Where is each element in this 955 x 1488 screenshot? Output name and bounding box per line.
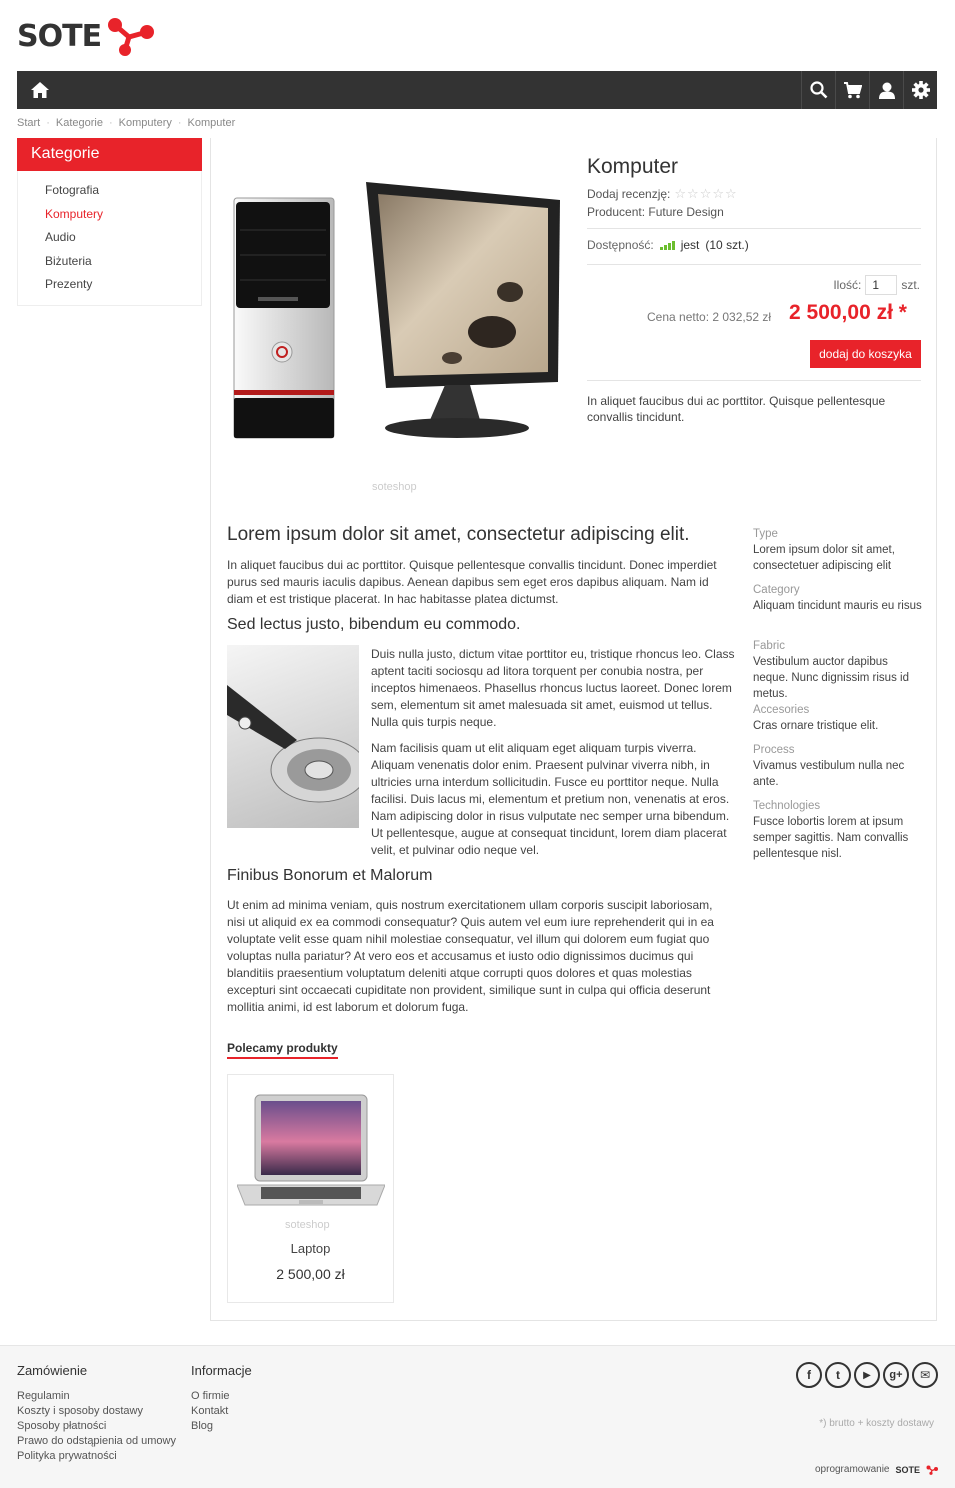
footer [0,1345,955,1488]
hard-drive-illustration [227,645,359,828]
cart-button[interactable] [835,71,869,109]
laptop-image[interactable] [237,1093,385,1211]
recommended-product-name[interactable]: Laptop [290,1241,331,1256]
spec-value: Fusce lobortis lorem at ipsum semper sagittis. Nam convallis pellentesque nisl. [753,816,909,860]
recommended-product-card[interactable] [227,1074,394,1303]
footer-link[interactable]: O firmie [191,1390,230,1402]
breadcrumb-separator: · [46,117,50,129]
rating-stars[interactable]: ☆☆☆☆☆ [674,186,738,201]
spec-key: Type [753,528,778,540]
breadcrumb-start[interactable]: Start [17,117,41,129]
spec-category [753,582,923,614]
sidebar-item-prezenty[interactable]: Prezenty [45,277,93,291]
netto-price: Cena netto: 2 032,52 zł [647,310,772,324]
spec-accesories [753,702,923,734]
breadcrumb-separator: · [177,117,182,129]
availability-bars-icon [660,241,675,250]
spec-value: Vestibulum auctor dapibus neque. Nunc dignissim risus id metus. [753,656,909,700]
settings-button[interactable] [903,71,937,109]
breadcrumb [17,117,235,129]
image-watermark: soteshop [372,481,417,493]
spec-value: Lorem ipsum dolor sit amet, consectetuer adipiscing elit [753,544,895,572]
footer-link[interactable]: Koszty i sposoby dostawy [17,1405,143,1417]
availability-label: Dostępność: [587,238,654,252]
availability-value: jest [680,238,700,252]
spec-process [753,742,923,790]
description-paragraph-4: Ut enim ad minima veniam, quis nostrum exercitationem ullam corporis suscipit laboriosam, nisi ut aliquid ex ea commodi consequatur? Quis autem vel eum iure reprehenderit qui in ea voluptate velit esse quam nihil molestiae consequatur, vel illum qui dolorem eum fugiat quo voluptas nulla pariatur? At vero eos et accusamus et iusto odio dignissimos ducimus qui blanditiis praesentium voluptatum deleniti atque corrupti quos dolores et quas molestias excepturi sint occaecati cupiditate non provident, similique sunt in culpa qui officia deserunt mollitia animi, id est laborum et dolorum fuga. [227,898,714,1014]
footer-heading: Informacje [191,1363,252,1378]
add-to-cart-button[interactable]: dodaj do koszyka [810,340,921,368]
powered-by[interactable] [815,1464,938,1475]
producer-text: Producent: Future Design [587,205,724,219]
gross-price: 2 500,00 zł * [789,301,907,324]
review-row [587,186,738,202]
description-paragraph-2: Duis nulla justo, dictum vitae porttitor eu, tristique rhoncus leo. Class aptent taciti sociosqu ad litora torquent per conubia nostra, per inceptos himenaeos. Phasellus rhoncus luctus laoreet. Donec lorem sem, elementum sit amet malesuada sit amet, euismod ut tellus. Nulla quis turpis neque. [371,647,735,729]
spec-value: Aliquam tincidunt mauris eu risus [753,600,922,612]
price-note: *) brutto + koszty dostawy [819,1418,934,1429]
sidebar-item-fotografia[interactable]: Fotografia [45,183,100,197]
spec-key: Accesories [753,704,810,716]
search-icon [810,81,828,99]
logo[interactable] [17,14,155,58]
description-paragraph-1: In aliquet faucibus dui ac porttitor. Quisque pellentesque convallis tincidunt. Donec imperdiet purus sed mauris iaculis dapibus. Aenean dapibus sem eget eros dapibus aliquam. Nam id diam et est tristique placerat. In hac habitasse platea dictumst. [227,558,717,606]
spec-key: Fabric [753,640,785,652]
divider [587,264,921,265]
user-icon [879,82,895,99]
description-heading: Lorem ipsum dolor sit amet, consectetur adipiscing elit. [227,524,690,545]
description-subheading: Sed lectus justo, bibendum eu commodo. [227,616,521,633]
description-heading-3: Finibus Bonorum et Malorum [227,867,433,884]
recommended-product-price: 2 500,00 zł [276,1266,345,1282]
quantity-unit: szt. [901,278,920,292]
breadcrumb-kategorie[interactable]: Kategorie [55,117,103,129]
home-button[interactable] [17,71,63,109]
sidebar-item-bizuteria[interactable]: Biżuteria [45,253,92,268]
footer-link[interactable]: Blog [191,1420,214,1432]
top-navbar [17,71,937,109]
spec-key: Process [753,744,795,756]
search-button[interactable] [801,71,835,109]
availability-count: (10 szt.) [705,238,749,252]
facebook-icon[interactable]: f [796,1362,822,1388]
quantity-row [833,275,920,295]
spec-technologies [753,798,923,862]
social-links [796,1362,938,1388]
spec-value: Cras ornare tristique elit. [753,720,879,732]
footer-info [191,1363,252,1434]
cart-icon [844,82,862,99]
quantity-input[interactable] [865,275,897,295]
sidebar-item-komputery[interactable]: Komputery [45,206,104,221]
footer-link[interactable]: Sposoby płatności [17,1420,107,1432]
category-list [45,183,103,301]
review-label: Dodaj recenzję: [587,187,671,201]
gear-icon [912,81,930,99]
spec-value: Vivamus vestibulum nulla nec ante. [753,760,905,788]
twitter-icon[interactable]: t [825,1362,851,1388]
divider [587,380,921,381]
google-plus-icon[interactable]: g+ [883,1362,909,1388]
footer-link[interactable]: Kontakt [191,1405,229,1417]
product-image[interactable] [230,170,560,450]
category-sidebar [17,138,202,306]
footer-heading: Zamówienie [17,1363,88,1378]
account-button[interactable] [869,71,903,109]
footer-link[interactable]: Prawo do odstąpienia od umowy [17,1435,176,1447]
recommended-title: Polecamy produkty [227,1041,338,1059]
home-icon [31,82,49,98]
hard-drive-image [227,645,359,828]
logo-molecule-icon [103,15,155,57]
email-icon[interactable]: ✉ [912,1362,938,1388]
spec-key: Category [753,584,800,596]
divider [587,228,921,229]
spec-key: Technologies [753,800,821,812]
description-paragraph-3: Nam facilisis quam ut elit aliquam eget aliquam turpis viverra. Aliquam venenatis dolor enim. Praesent pulvinar viverra nibh, in ultricies urna interdum sollicitudin. Fusce eu porttitor neque. Nulla facilisi. Duis lacus mi, elementum et pretium non, venenatis at eros. Nam adipiscing dolor in risus vulputate nec semper urna bibendum. Ut pellentesque, augue at consequat tincidunt, lorem diam placerat velit, et pulvinar odio neque vel. [371,741,730,857]
sidebar-title: Kategorie [17,138,202,171]
breadcrumb-komputery[interactable]: Komputery [118,117,172,129]
powered-logo-icon [926,1465,938,1475]
spec-type [753,526,923,574]
footer-link[interactable]: Polityka prywatności [17,1450,117,1462]
spec-fabric [753,638,923,702]
card-watermark: soteshop [285,1219,330,1231]
short-description: In aliquet faucibus dui ac porttitor. Quisque pellentesque convallis tincidunt. [587,394,886,424]
breadcrumb-current: Komputer [187,117,236,129]
sidebar-item-audio[interactable]: Audio [45,230,76,244]
quantity-label: Ilość: [833,278,862,292]
product-title: Komputer [587,155,679,178]
youtube-icon[interactable]: ▶ [854,1362,880,1388]
footer-orders [17,1363,176,1464]
logo-text: SOTE [17,18,102,54]
breadcrumb-separator: · [109,117,113,129]
powered-by-label: oprogramowanie [814,1464,890,1475]
footer-link[interactable]: Regulamin [17,1390,70,1402]
powered-logo-text: SOTE [895,1464,920,1475]
availability-row [587,238,749,252]
